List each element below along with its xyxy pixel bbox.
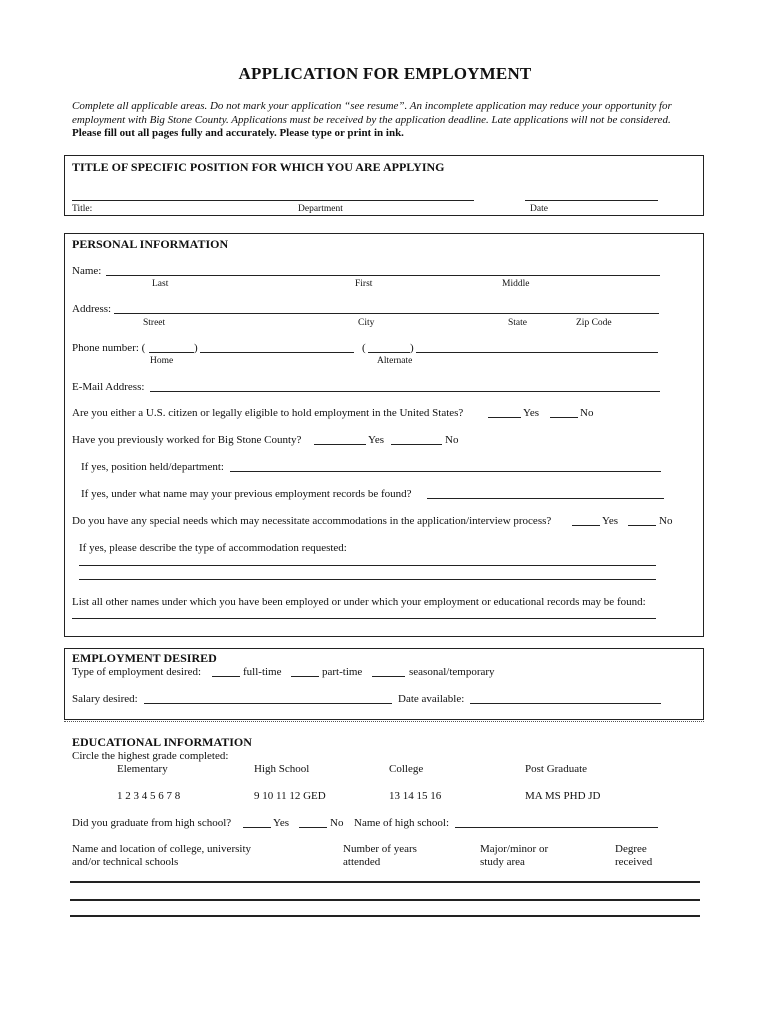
prev-name-field[interactable] <box>427 498 664 499</box>
salary-label: Salary desired: <box>72 693 138 705</box>
alt-paren-close: ) <box>410 342 414 354</box>
name-field[interactable] <box>106 275 660 276</box>
phone-label: Phone number: ( <box>72 342 146 354</box>
employment-heading: EMPLOYMENT DESIRED <box>72 651 217 665</box>
personal-heading: PERSONAL INFORMATION <box>72 237 229 251</box>
full-time-field[interactable] <box>212 676 240 677</box>
address-field[interactable] <box>114 313 659 314</box>
special-needs-yes-label: Yes <box>602 515 619 527</box>
position-date-field[interactable] <box>525 200 658 201</box>
salary-field[interactable] <box>144 703 392 704</box>
page-title: APPLICATION FOR EMPLOYMENT <box>238 64 532 83</box>
other-names-question: List all other names under which you have been employed or under which your employment or educational records may be found: <box>72 596 646 608</box>
alt-area-code-field[interactable] <box>368 352 410 353</box>
part-time-field[interactable] <box>291 676 319 677</box>
prev-position-field[interactable] <box>230 471 661 472</box>
alternate-label: Alternate <box>377 356 413 366</box>
graduate-yes-label: Yes <box>273 817 290 829</box>
prev-worked-question: Have you previously worked for Big Stone County? <box>72 434 302 446</box>
city-label: City <box>358 318 375 328</box>
special-needs-no-field[interactable] <box>628 525 656 526</box>
prev-worked-yes-label: Yes <box>368 434 385 446</box>
full-time-label: full-time <box>243 666 282 678</box>
part-time-label: part-time <box>322 666 363 678</box>
position-title-field[interactable] <box>72 200 474 201</box>
col-major-line2: study area <box>480 856 525 868</box>
high-school-label: High School <box>254 763 310 775</box>
graduate-no-field[interactable] <box>299 827 327 828</box>
seasonal-label: seasonal/temporary <box>409 666 495 678</box>
accommodation-field-1[interactable] <box>79 565 656 566</box>
intro-bold-instructions: Please fill out all pages fully and accurately. Please type or print in ink. <box>72 127 404 139</box>
col-years-line1: Number of years <box>343 843 417 855</box>
special-needs-question: Do you have any special needs which may necessitate accommodations in the application/interview process? <box>72 515 552 527</box>
middle-label: Middle <box>502 279 530 289</box>
last-label: Last <box>152 279 169 289</box>
circle-grade-label: Circle the highest grade completed: <box>72 750 229 762</box>
street-label: Street <box>143 318 166 328</box>
state-label: State <box>508 318 527 328</box>
col-degree-line2: received <box>615 856 653 868</box>
graduate-no-label: No <box>330 817 344 829</box>
alt-phone-field[interactable] <box>416 352 658 353</box>
citizen-no-field[interactable] <box>550 417 578 418</box>
zip-label: Zip Code <box>576 318 612 328</box>
college-grades[interactable]: 13 14 15 16 <box>389 790 442 802</box>
graduate-question: Did you graduate from high school? <box>72 817 232 829</box>
first-label: First <box>355 279 373 289</box>
graduate-yes-field[interactable] <box>243 827 271 828</box>
hs-name-field[interactable] <box>455 827 658 828</box>
elementary-grades[interactable]: 1 2 3 4 5 6 7 8 <box>117 790 181 802</box>
col-years-line2: attended <box>343 856 381 868</box>
phone-paren-close: ) <box>194 342 198 354</box>
education-row-line-1[interactable] <box>70 881 700 883</box>
home-phone-field[interactable] <box>200 352 354 353</box>
education-row-line-2[interactable] <box>70 899 700 901</box>
special-needs-yes-field[interactable] <box>572 525 600 526</box>
citizen-question: Are you either a U.S. citizen or legally eligible to hold employment in the United States? <box>72 407 464 419</box>
post-graduate-degrees[interactable]: MA MS PHD JD <box>525 790 601 802</box>
college-label: College <box>389 763 424 775</box>
special-needs-no-label: No <box>659 515 673 527</box>
section-divider <box>64 721 704 722</box>
hs-name-label: Name of high school: <box>354 817 450 829</box>
citizen-yes-label: Yes <box>523 407 540 419</box>
date-label: Date <box>530 204 548 214</box>
prev-worked-yes-field[interactable] <box>314 444 366 445</box>
citizen-no-label: No <box>580 407 594 419</box>
email-label: E-Mail Address: <box>72 381 145 393</box>
home-label: Home <box>150 356 174 366</box>
date-available-field[interactable] <box>470 703 661 704</box>
title-label: Title: <box>72 204 93 214</box>
prev-name-label: If yes, under what name may your previous employment records be found? <box>81 488 412 500</box>
accommodation-label: If yes, please describe the type of accommodation requested: <box>79 542 347 554</box>
intro-instructions: Complete all applicable areas. Do not mark your application “see resume”. An incomplete application may reduce your opportunity for employment with Big Stone County. Applications must be received by the application deadline. Late applications will not be considered. <box>72 100 672 126</box>
prev-worked-no-label: No <box>445 434 459 446</box>
date-available-label: Date available: <box>398 693 465 705</box>
name-label: Name: <box>72 265 102 277</box>
elementary-label: Elementary <box>117 763 168 775</box>
alt-paren-open: ( <box>362 342 366 354</box>
prev-position-label: If yes, position held/department: <box>81 461 224 473</box>
citizen-yes-field[interactable] <box>488 417 521 418</box>
department-label: Department <box>298 204 343 214</box>
position-heading: TITLE OF SPECIFIC POSITION FOR WHICH YOU ARE APPLYING <box>72 160 445 174</box>
col-degree-line1: Degree <box>615 843 647 855</box>
high-school-grades[interactable]: 9 10 11 12 GED <box>254 790 326 802</box>
col-major-line1: Major/minor or <box>480 843 549 855</box>
education-heading: EDUCATIONAL INFORMATION <box>72 735 252 749</box>
email-field[interactable] <box>150 391 660 392</box>
post-graduate-label: Post Graduate <box>525 763 588 775</box>
home-area-code-field[interactable] <box>149 352 194 353</box>
accommodation-field-2[interactable] <box>79 579 656 580</box>
education-row-line-3[interactable] <box>70 915 700 917</box>
employment-type-label: Type of employment desired: <box>72 666 202 678</box>
col-school-line1: Name and location of college, university <box>72 843 251 855</box>
other-names-field[interactable] <box>72 618 656 619</box>
col-school-line2: and/or technical schools <box>72 856 179 868</box>
seasonal-field[interactable] <box>372 676 405 677</box>
address-label: Address: <box>72 303 112 315</box>
prev-worked-no-field[interactable] <box>391 444 442 445</box>
